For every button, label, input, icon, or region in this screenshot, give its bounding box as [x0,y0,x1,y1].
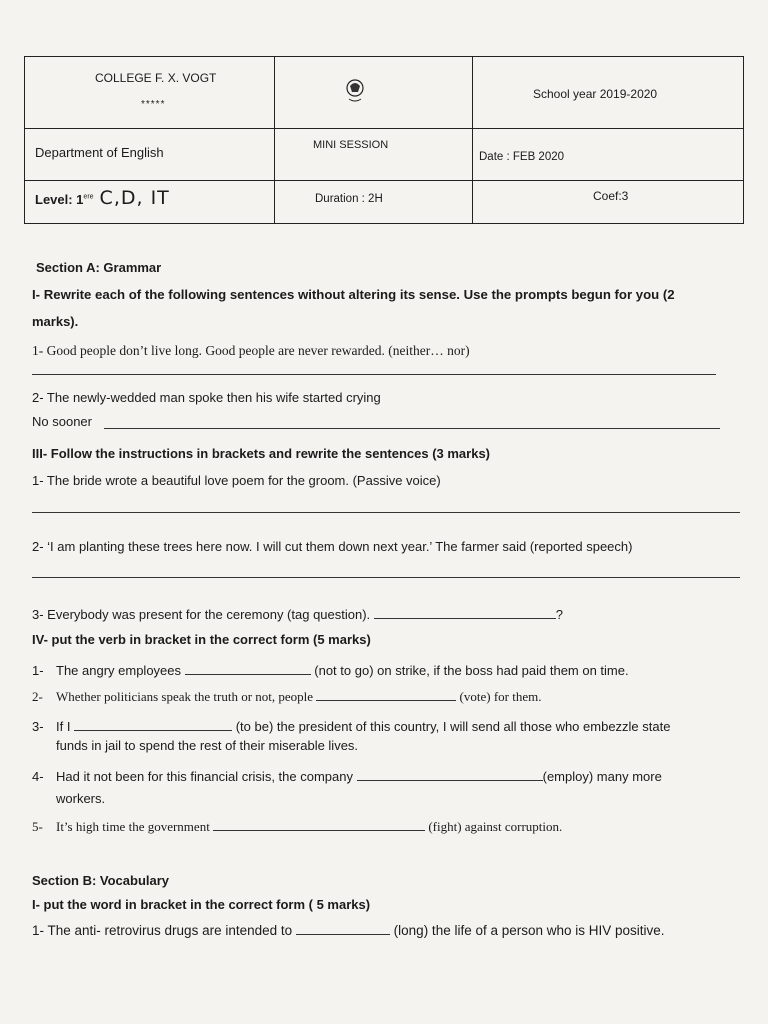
vocab-question-1-text-a: 1- The anti- retrovirus drugs are intended to [32,923,293,938]
verb-question-2-number: 2- [32,689,43,704]
exam-duration: Duration : 2H [315,193,383,205]
verb-question-5-number: 5- [32,819,43,834]
header-department-cell [25,129,275,181]
exam-coefficient: Coef:3 [593,189,629,203]
school-crest-icon [341,77,369,105]
verb-question-4-text-b: (employ) many more [542,769,662,784]
answer-blank [185,662,311,675]
question-3-3-text: 3- Everybody was present for the ceremony (tag question). [32,607,371,622]
part4-title: IV- put the verb in bracket in the correct form (5 marks) [32,632,371,647]
verb-question-5 [32,818,562,835]
header-school-year-cell [473,57,743,129]
question-2: 2- The newly-wedded man spoke then his wife started crying [32,390,381,405]
exam-level [35,187,170,209]
verb-question-3-continued: funds in jail to spend the rest of their miserable lives. [56,738,359,753]
verb-question-4 [32,768,662,784]
section-a-title: Section A: Grammar [36,260,162,275]
verb-question-2 [32,688,542,705]
session-name: MINI SESSION [313,139,389,151]
level-label: Level: 1 [35,192,84,207]
verb-question-4-number: 4- [32,769,44,784]
answer-blank [374,606,556,619]
verb-question-3-number: 3- [32,719,44,734]
answer-blank [357,768,543,781]
header-level-cell [25,181,275,223]
verb-question-3 [32,718,670,734]
question-3-3-end: ? [555,607,564,622]
answer-blank [213,818,425,831]
vocab-question-1-text-b: (long) the life of a person who is HIV positive. [393,923,665,938]
header-session-cell [275,129,473,181]
answer-blank [74,718,232,731]
answer-blank [316,688,456,701]
part1-title-line2: marks). [32,314,79,329]
header-crest-cell [275,57,473,129]
college-name: COLLEGE F. X. VOGT [95,71,217,85]
verb-question-2-text-a: Whether politicians speak the truth or not, people [56,689,314,704]
college-stars: ***** [141,99,166,110]
part1-title-line1: I- Rewrite each of the following sentences without altering its sense. Use the prompts begun for you (2 [32,287,675,302]
verb-question-1-number: 1- [32,663,44,678]
question-1: 1- Good people don’t live long. Good people are never rewarded. (neither… nor) [32,343,470,358]
question-3-3 [32,606,563,622]
verb-question-5-text-a: It’s high time the government [56,819,210,834]
section-b-title: Section B: Vocabulary [32,873,170,888]
header-coef-cell [473,181,743,223]
answer-line [32,512,740,513]
department-name: Department of English [35,145,164,160]
question-3-2: 2- ‘I am planting these trees here now. I will cut them down next year.’ The farmer said (reported speech) [32,539,633,554]
part3-title: III- Follow the instructions in brackets and rewrite the sentences (3 marks) [32,446,491,461]
verb-question-3-text-a: If I [56,719,71,734]
level-sup: ere [83,193,94,201]
verb-question-1-text-b: (not to go) on strike, if the boss had paid them on time. [314,663,629,678]
header-date-cell [473,129,743,181]
section-b-part1-title: I- put the word in bracket in the correct form ( 5 marks) [32,897,371,912]
verb-question-2-text-b: (vote) for them. [459,689,542,704]
verb-question-1-text-a: The angry employees [56,663,182,678]
verb-question-3-text-b: (to be) the president of this country, I will send all those who embezzle state [235,719,671,734]
answer-line [32,374,716,375]
verb-question-5-text-b: (fight) against corruption. [428,819,563,834]
verb-question-1 [32,662,629,678]
school-year: School year 2019-2020 [533,87,658,101]
exam-header-table [24,56,744,224]
header-college-cell [25,57,275,129]
answer-line [104,428,720,429]
header-duration-cell [275,181,473,223]
verb-question-4-text-a: Had it not been for this financial crisis, the company [56,769,353,784]
question-3-1: 1- The bride wrote a beautiful love poem for the groom. (Passive voice) [32,473,441,488]
answer-line [32,577,740,578]
verb-question-4-continued: workers. [56,791,106,806]
answer-blank [296,922,390,935]
vocab-question-1 [32,922,665,938]
question-2-prompt: No sooner [32,414,92,429]
exam-date: Date : FEB 2020 [479,151,565,163]
level-handwritten: C,D, IT [99,187,170,209]
